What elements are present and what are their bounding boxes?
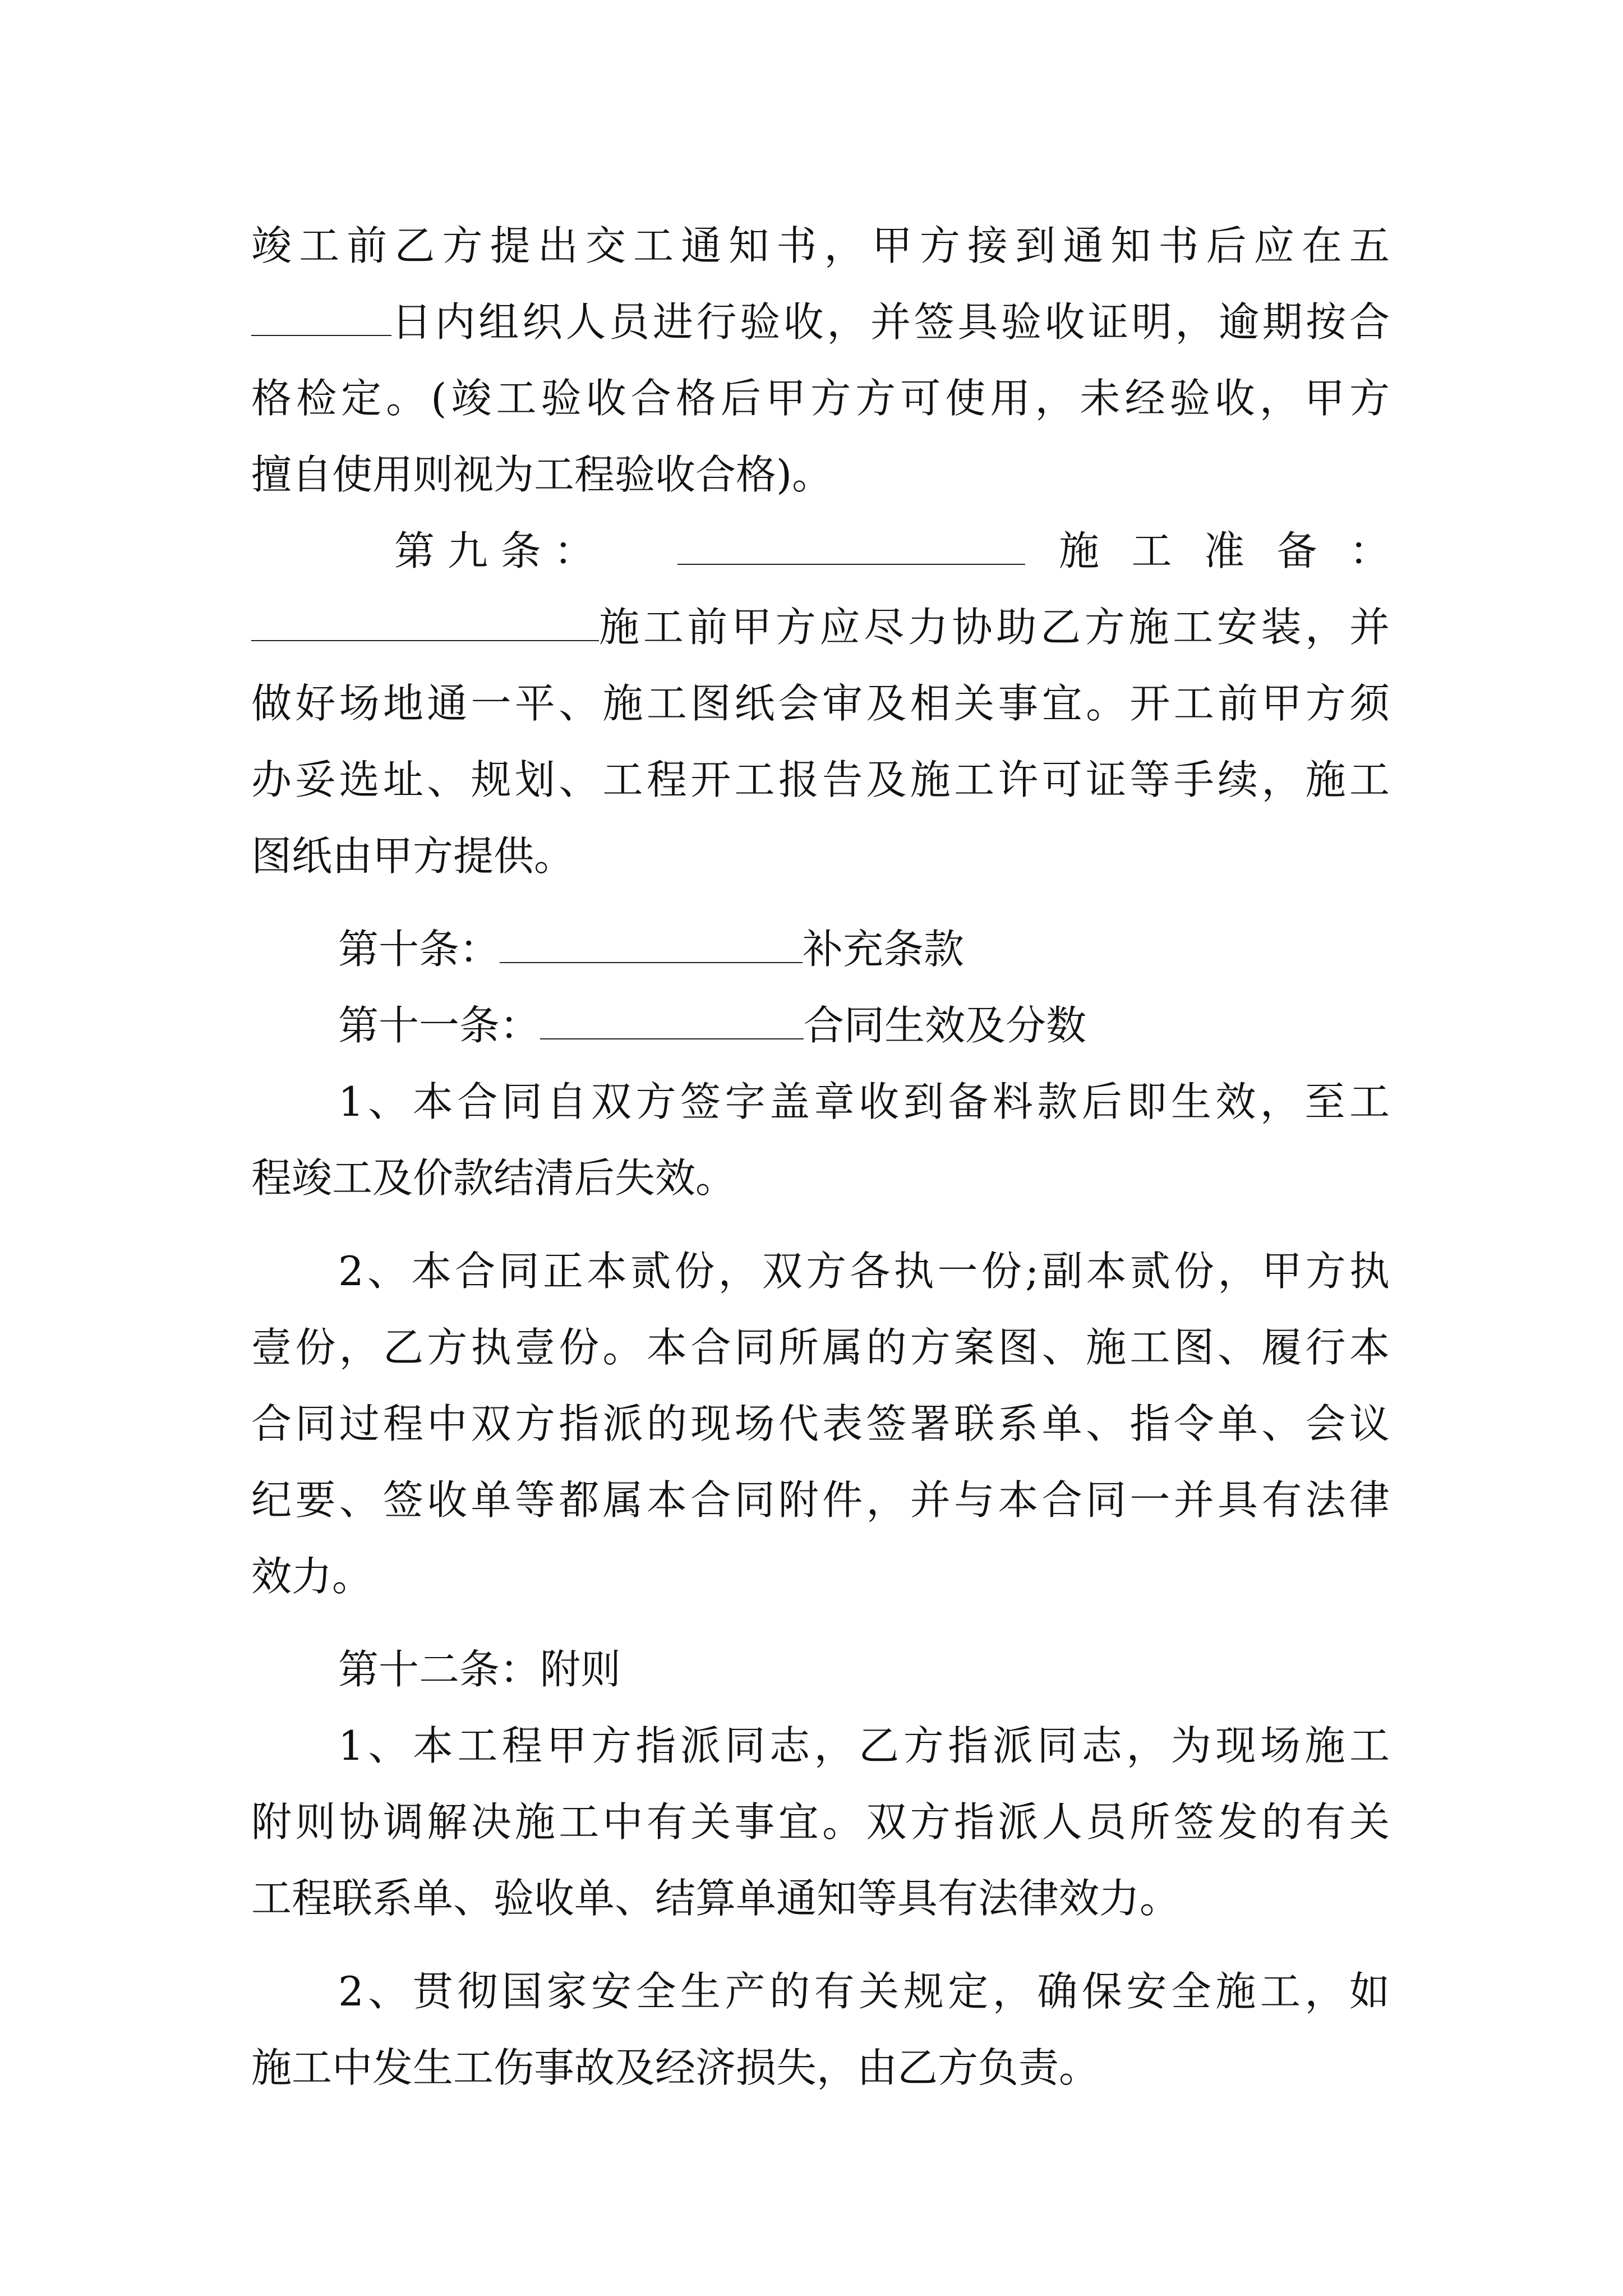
paragraph-line: 1、本工程甲方指派同志，乙方指派同志，为现场施工: [338, 1722, 1390, 1769]
paragraph-line: 附则协调解决施工中有关事宜。双方指派人员所签发的有关: [251, 1798, 1390, 1846]
article-11-heading: [251, 987, 1390, 1064]
paragraph-line: 合同过程中双方指派的现场代表签署联系单、指令单、会议: [251, 1400, 1390, 1447]
contract-body: [251, 208, 1390, 2106]
paragraph-line: 1、本合同自双方签字盖章收到备料款后即生效，至工: [338, 1078, 1390, 1125]
article-title: 补充条款: [803, 926, 965, 973]
paragraph-line: 壹份，乙方执壹份。本合同所属的方案图、施工图、履行本: [251, 1324, 1390, 1371]
article-title: 合同生效及分数: [804, 1002, 1087, 1049]
paragraph-line: 做好场地通一平、施工图纸会审及相关事宜。开工前甲方须: [251, 680, 1390, 727]
paragraph-line: 效力。: [251, 1553, 373, 1600]
article-title: 施 工 准 备 ：: [1059, 527, 1390, 574]
fill-in-blank: [500, 928, 803, 963]
paragraph-line: 程竣工及价款结清后失效。: [251, 1154, 736, 1202]
line-text: 施工前甲方应尽力协助乙方施工安装，并: [599, 604, 1390, 651]
paragraph-line: 格检定。(竣工验收合格后甲方方可使用，未经验收，甲方: [251, 375, 1390, 422]
fill-in-blank-wrap: [677, 513, 1025, 589]
article-label: 第十条：: [338, 926, 500, 973]
line-text: 日内组织人员进行验收，并签具验收证明，逾期按合: [391, 298, 1390, 346]
paragraph-line: [251, 589, 1390, 665]
fill-in-blank: [540, 1004, 804, 1039]
paragraph-line: 纪要、签收单等都属本合同附件，并与本合同一并具有法律: [251, 1476, 1390, 1524]
paragraph-line: 2、贯彻国家安全生产的有关规定，确保安全施工，如: [338, 1968, 1390, 2015]
paragraph-line: 图纸由甲方提供。: [251, 832, 575, 880]
article-12-heading: 第十二条：附则: [338, 1646, 621, 1693]
paragraph-line: 2、本合同正本贰份，双方各执一份;副本贰份，甲方执: [338, 1248, 1390, 1295]
paragraph-line: [251, 284, 1390, 360]
fill-in-blank: [251, 301, 391, 336]
paragraph-line: 工程联系单、验收单、结算单通知等具有法律效力。: [251, 1875, 1181, 1922]
article-label: 第十一条：: [338, 1002, 541, 1049]
paragraph-line: 擅自使用则视为工程验收合格)。: [251, 451, 833, 498]
paragraph-line: 施工中发生工伤事故及经济损失，由乙方负责。: [251, 2044, 1100, 2091]
paragraph-line: 竣工前乙方提出交工通知书，甲方接到通知书后应在五: [251, 222, 1390, 269]
article-9-heading: [251, 513, 1390, 589]
article-label: 第 九 条 ：: [394, 527, 594, 574]
fill-in-blank: [251, 606, 599, 641]
fill-in-blank: [677, 530, 1025, 565]
article-10-heading: [251, 911, 1390, 987]
paragraph-line: 办妥选址、规划、工程开工报告及施工许可证等手续，施工: [251, 756, 1390, 803]
